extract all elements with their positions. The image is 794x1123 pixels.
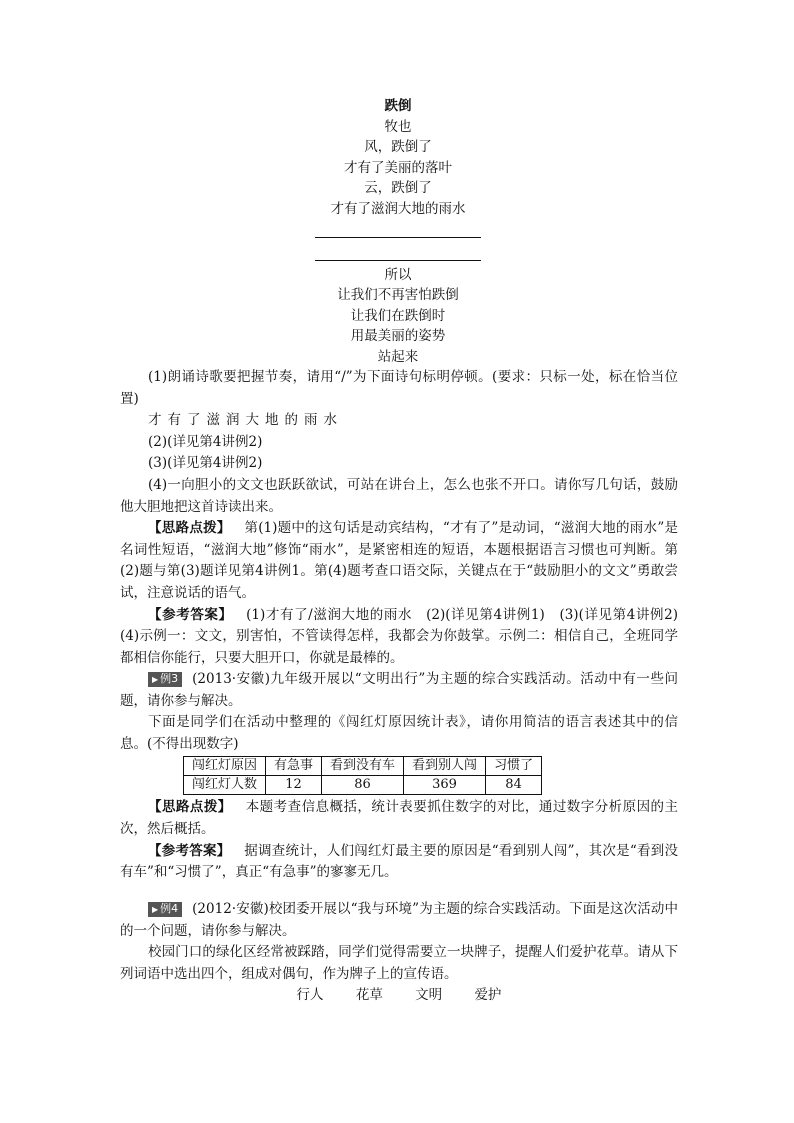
word-choice: 花草 (355, 987, 383, 1004)
table-header-cell: 看到别人闯 (404, 757, 486, 776)
answer-blank-line (315, 227, 481, 238)
poem-line: 用最美丽的姿势 (350, 328, 446, 345)
answer-paragraph (120, 841, 678, 884)
table-cell: 闯红灯人数 (184, 776, 266, 795)
question-3: (3)(详见第4讲例2) (148, 455, 263, 472)
answer-text: (1)才有了/滋润大地的雨水 (2)(详见第4讲例1) (3)(详见第4讲例2) (4)示例一：文文，别害怕，不管读得怎样，我都会为你鼓掌。示例二：相信自己，全班同学都相信你能行，只要大胆开口，你就是最棒的。 (120, 606, 692, 666)
table-cell: 369 (404, 776, 486, 795)
example-4-intro-text: (2012·安徽)校团委开展以“我与环境”为主题的综合实践活动。下面是这次活动中的一个问题，请你参与解决。 (120, 901, 678, 939)
example-3 (120, 669, 678, 884)
answer-paragraph (120, 605, 692, 670)
poem-author: 牧也 (384, 118, 412, 135)
table-header-cell: 闯红灯原因 (184, 757, 266, 776)
question-4: (4)一向胆小的文文也跃跃欲试，可站在讲台上，怎么也张不开口。请你写几句话，鼓励他大胆地把这首诗读出来。 (120, 476, 678, 515)
poem-line-to-mark: 才有了滋润大地的雨水 (148, 412, 343, 429)
red-light-stats-table (183, 756, 542, 795)
hint-text: 第(1)题中的这句话是动宾结构，“才有了”是动词，“滋润大地的雨水”是名词性短语，“滋润大地”修饰“雨水”，是紧密相连的短语，本题根据语言习惯也可判断。第(2)题与第(3)题详见第4讲例1。第(4)题考查口语交际，关键点在于“鼓励胆小的文文”勇敢尝试，注意说话的语气。 (120, 520, 678, 601)
hint-label: 【思路点拨】 (148, 799, 232, 816)
poem-line: 云，跌倒了 (364, 180, 432, 197)
table-row (184, 757, 542, 776)
word-choice: 爱护 (474, 987, 502, 1004)
word-choices (120, 985, 678, 1007)
hint-text: 本题考查信息概括，统计表要抓住数字的对比，通过数字分析原因的主次，然后概括。 (120, 799, 679, 837)
poem-line: 站起来 (377, 348, 419, 365)
table-header-cell: 看到没有车 (322, 757, 404, 776)
example-4 (120, 899, 678, 1007)
example-3-intro-text: (2013·安徽)九年级开展以“文明出行”为主题的综合实践活动。活动中有一些问题，请你参与解决。 (120, 671, 678, 709)
poem (230, 96, 566, 368)
question-2: (2)(详见第4讲例2) (148, 433, 263, 450)
table-cell: 84 (486, 776, 542, 795)
play-triangle-icon: ▶ (152, 675, 159, 684)
table-header-cell: 有急事 (266, 757, 322, 776)
word-choice: 行人 (296, 987, 324, 1004)
answer-blank-line (315, 250, 481, 261)
question-1: (1)朗诵诗歌要把握节奏，请用“/”为下面诗句标明停顿。(要求：只标一处，标在恰当位置) (120, 369, 678, 407)
answer-label: 【参考答案】 (148, 842, 231, 859)
table-header-cell: 习惯了 (486, 757, 542, 776)
answer-label: 【参考答案】 (148, 606, 233, 623)
table-cell: 12 (266, 776, 322, 795)
table-cell: 86 (322, 776, 404, 795)
example-4-intro (120, 899, 678, 942)
hint-paragraph (120, 518, 678, 604)
poem-line: 风，跌倒了 (364, 139, 432, 156)
table-row (184, 776, 542, 795)
example-3-task: 下面是同学们在活动中整理的《闯红灯原因统计表》，请你用简洁的语言表述其中的信息。(不得出现数字) (120, 714, 678, 752)
poem-line: 让我们在跌倒时 (350, 307, 446, 324)
example-badge: ▶ 例3 (148, 672, 182, 687)
example-badge: ▶ 例4 (148, 902, 182, 917)
hint-paragraph (120, 797, 678, 840)
play-triangle-icon: ▶ (152, 905, 159, 914)
poem-title: 跌倒 (384, 98, 412, 114)
poem-line: 所以 (384, 266, 412, 283)
poem-line: 才有了滋润大地的雨水 (330, 200, 466, 217)
poem-line: 才有了美丽的落叶 (344, 159, 452, 176)
questions-block (120, 367, 692, 669)
word-choice: 文明 (415, 987, 443, 1004)
answer-text: 据调查统计，人们闯红灯最主要的原因是“看到别人闯”，其次是“看到没有车”和“习惯了”，真正“有急事”的寥寥无几。 (120, 842, 678, 881)
example-3-intro (120, 669, 678, 712)
hint-label: 【思路点拨】 (148, 520, 231, 537)
example-4-task: 校园门口的绿化区经常被踩踏，同学们觉得需要立一块牌子，提醒人们爱护花草。请从下列词语中选出四个，组成对偶句，作为牌子上的宣传语。 (120, 944, 678, 982)
poem-line: 让我们不再害怕跌倒 (337, 287, 459, 304)
